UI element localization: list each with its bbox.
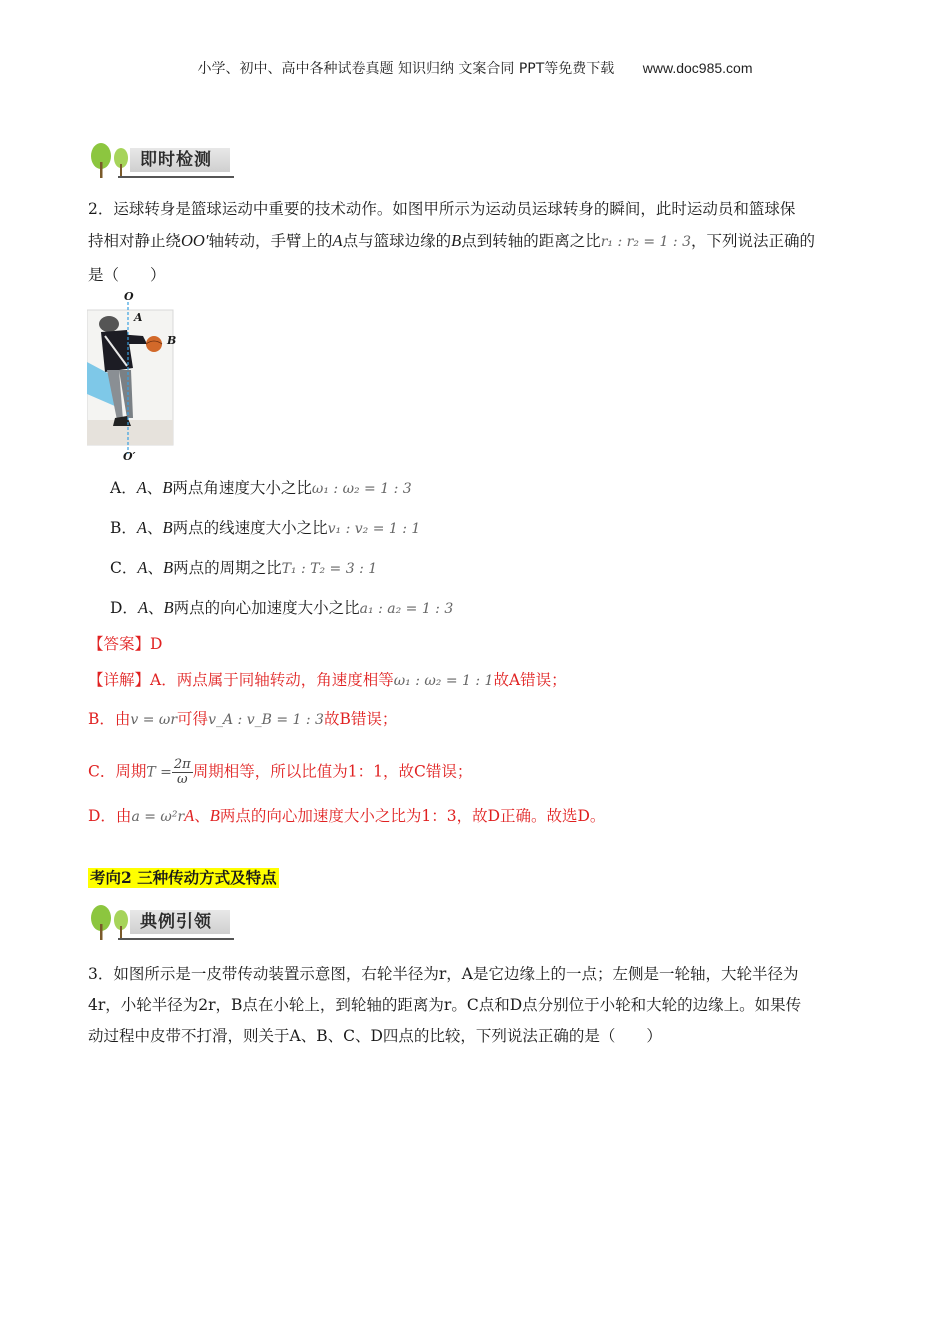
point-b-label: B (162, 558, 174, 577)
point-a-label: A (136, 518, 147, 537)
ratio-formula: r₁ : r₂ = 1 : 3 (600, 234, 691, 250)
q2-line1: 2．运球转身是篮球运动中重要的技术动作。如图甲所示为运动员运球转身的瞬间，此时运动员和篮球保 (88, 200, 796, 218)
separator: 、 (148, 599, 164, 617)
point-b-figure-label: B (167, 334, 177, 347)
detail-c-line (88, 758, 472, 787)
point-b-label: B (209, 806, 220, 825)
q3-line3: 动过程中皮带不打滑，则关于A、B、C、D四点的比较，下列说法正确的是（ ） (88, 1027, 662, 1045)
option-a[interactable] (110, 478, 412, 499)
point-b-label: B (162, 478, 173, 497)
detail-text: B．由 (88, 710, 131, 728)
detail-text: 故B错误； (323, 710, 398, 728)
detail-formula: T = (146, 764, 172, 781)
detail-d-line (88, 806, 605, 827)
point-a-figure-label: A (134, 311, 143, 324)
detail-text: 故A错误； (493, 671, 567, 689)
option-b[interactable] (110, 518, 420, 539)
q2-line2 (88, 231, 815, 252)
option-text: 两点角速度大小之比 (172, 479, 312, 497)
banner-underline (118, 938, 234, 940)
option-prefix: B． (110, 519, 137, 537)
separator: 、 (146, 519, 163, 537)
separator: 、 (147, 559, 163, 577)
detail-text: 周期相等，所以比值为1：1，故C错误； (192, 762, 473, 781)
point-a-label: A (332, 231, 343, 250)
answer-line (88, 634, 162, 654)
answer-label: 【答案】 (88, 635, 151, 653)
axis-label: OO′ (181, 231, 209, 250)
point-a-label: A (136, 478, 147, 497)
header-text: 小学、初中、高中各种试卷真题 知识归纳 文案合同 PPT等免费下载 (197, 61, 615, 77)
option-c[interactable] (110, 558, 377, 579)
detail-text: 可得 (177, 710, 209, 728)
option-formula: T₁ : T₂ = 3 : 1 (281, 561, 378, 577)
q2-text: 点与篮球边缘的 (342, 232, 452, 250)
tree-icon (88, 142, 134, 178)
detail-text: 两点的向心加速度大小之比为1：3，故D正确。故选D。 (219, 807, 606, 825)
q3-line1: 3．如图所示是一皮带传动装置示意图，右轮半径为r，A是它边缘上的一点；左侧是一轮轴，大轮半径为 (88, 965, 799, 983)
option-prefix: A． (110, 479, 137, 497)
banner-underline (118, 176, 234, 178)
tree-icon (88, 904, 134, 940)
detail-text: D．由 (88, 807, 132, 825)
header-url[interactable]: www.doc985.com (642, 60, 753, 76)
option-prefix: C． (110, 559, 138, 577)
detail-formula: v = ωr (130, 712, 178, 728)
period-fraction (172, 758, 193, 787)
point-a-label: A (184, 806, 195, 825)
banner-label: 即时检测 (130, 148, 230, 172)
detail-formula: a = ω²r (131, 809, 185, 825)
option-d[interactable] (110, 598, 453, 619)
option-formula: v₁ : v₂ = 1 : 1 (327, 521, 421, 537)
axis-label-top: O (124, 290, 134, 303)
point-a-label: A (137, 558, 148, 577)
banner-label: 典例引领 (130, 910, 230, 934)
point-b-label: B (451, 231, 462, 250)
option-formula: a₁ : a₂ = 1 : 3 (359, 601, 454, 617)
detail-b-line (88, 709, 397, 730)
section-highlight-heading: 考向2 三种传动方式及特点 (90, 868, 277, 887)
detail-text: C．周期 (88, 762, 147, 781)
q2-line3: 是（ ） (88, 266, 166, 284)
page-header (0, 58, 950, 78)
q2-text: ，下列说法正确的 (691, 232, 816, 250)
answer-value: D (150, 635, 163, 653)
q2-text: 轴转动，手臂上的 (208, 232, 333, 250)
fraction-denominator: ω (177, 772, 188, 787)
detail-formula: v_A : v_B = 1 : 3 (208, 712, 324, 728)
detail-a-line (88, 670, 567, 691)
section-banner-example (88, 904, 234, 940)
point-b-label: B (163, 598, 174, 617)
axis-label-bottom: O′ (123, 450, 136, 463)
basketball-figure (87, 292, 183, 462)
separator: 、 (194, 807, 210, 825)
option-formula: ω₁ : ω₂ = 1 : 3 (311, 481, 412, 497)
point-a-label: A (137, 598, 149, 617)
q3-line2: 4r，小轮半径为2r，B点在小轮上，到轮轴的距离为r。C点和D点分别位于小轮和大轮的边缘上。如果传 (88, 996, 802, 1014)
option-text: 两点的周期之比 (173, 559, 282, 577)
q2-text: 持相对静止绕 (88, 232, 182, 250)
option-text: 两点的线速度大小之比 (172, 519, 328, 537)
detail-label: 【详解】 (88, 671, 151, 689)
fraction-numerator: 2π (173, 757, 191, 772)
separator: 、 (146, 479, 163, 497)
point-b-label: B (162, 518, 173, 537)
q2-text: 点到转轴的距离之比 (461, 232, 601, 250)
option-prefix: D． (110, 599, 138, 617)
option-text: 两点的向心加速度大小之比 (173, 599, 360, 617)
detail-formula: ω₁ : ω₂ = 1 : 1 (393, 673, 494, 689)
section-banner-check (88, 142, 234, 178)
detail-text: A．两点属于同轴转动，角速度相等 (150, 671, 394, 689)
